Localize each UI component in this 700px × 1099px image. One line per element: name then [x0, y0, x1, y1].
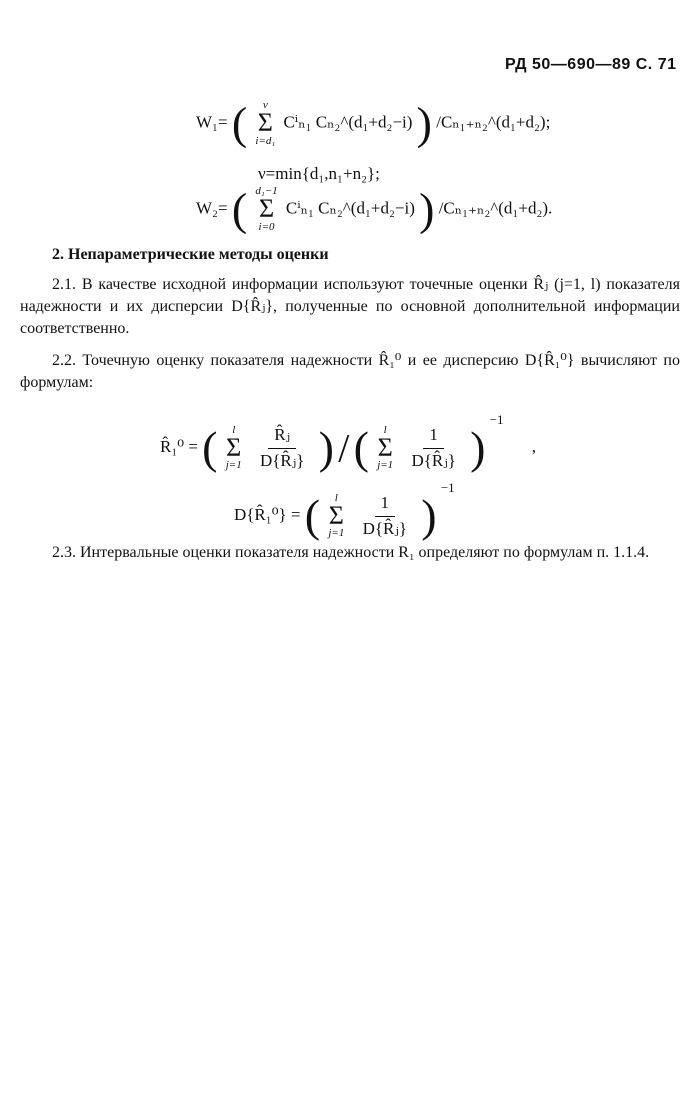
w2-rhs: /Cₙ₁₊ₙ₂^(d₁+d₂).	[438, 198, 553, 218]
paragraph-2-3-text: 2.3. Интервальные оценки показателя надежности R₁ определяют по формулам п. 1.1.4.	[52, 544, 650, 561]
right-paren: )	[470, 422, 486, 474]
r1-sum-left	[226, 425, 242, 472]
right-paren: )	[416, 97, 432, 149]
w1-sum-upper: ν	[262, 99, 268, 111]
sum-upper: l	[383, 423, 387, 436]
sum-lower: j=1	[377, 459, 394, 472]
paragraph-2-2	[20, 350, 680, 394]
left-paren: (	[231, 97, 248, 149]
r1-sum-right	[377, 425, 393, 472]
left-paren: (	[231, 183, 248, 235]
sum-lower: j=1	[225, 459, 242, 472]
formula-r1	[160, 412, 536, 472]
left-paren: (	[304, 490, 321, 542]
d-fraction	[357, 493, 413, 539]
w1-rhs: /Cₙ₁₊ₙ₂^(d₁+d₂);	[436, 112, 551, 132]
formula-comma: ,	[531, 437, 537, 456]
w1-sum	[255, 100, 275, 147]
page-header: РД 50—690—89 С. 71	[505, 56, 677, 73]
formula-w2	[196, 183, 553, 235]
sigma-icon: Σ	[257, 108, 273, 137]
left-paren: (	[202, 422, 218, 474]
paragraph-2-1-text: 2.1. В качестве исходной информации используют точечные оценки R̂ⱼ (j=1, l) показателя надежности и их дисперсии D{R̂ⱼ}, полученные по основной дополнительной информации соответственно.	[20, 276, 680, 337]
d-lhs: D{R̂₁⁰} =	[234, 505, 301, 524]
fraction-denominator: D{R̂ⱼ}	[411, 450, 456, 470]
w2-terms: Cⁱₙ₁ Cₙ₂^(d₁+d₂−i)	[285, 198, 415, 218]
division-slash: /	[338, 425, 350, 471]
fraction-numerator: R̂ⱼ	[268, 425, 296, 448]
w2-sum-lower: i=0	[258, 220, 275, 233]
r1-lhs: R̂₁⁰ =	[160, 437, 198, 456]
fraction-denominator: D{R̂ⱼ}	[362, 518, 408, 538]
exponent: −1	[440, 480, 455, 495]
sigma-icon: Σ	[377, 432, 393, 462]
r1-fraction-left	[254, 425, 310, 471]
right-paren: )	[419, 183, 435, 235]
right-paren: )	[318, 422, 334, 474]
formula-nu: ν=min{d₁,n₁+n₂};	[258, 164, 380, 183]
w2-sum-upper: d₁−1	[255, 185, 278, 197]
formula-w1	[196, 97, 551, 149]
fraction-numerator: 1	[423, 425, 444, 448]
sum-lower: j=1	[328, 527, 345, 540]
sigma-icon: Σ	[328, 500, 344, 530]
sum-upper: l	[334, 491, 338, 504]
section-title: 2. Непараметрические методы оценки	[52, 246, 329, 263]
paragraph-2-1	[20, 274, 680, 340]
w1-lhs: W₁=	[196, 112, 228, 132]
sigma-icon: Σ	[226, 432, 242, 462]
w2-sum	[255, 186, 277, 233]
w2-lhs: W₂=	[196, 198, 228, 218]
left-paren: (	[353, 422, 369, 474]
paragraph-2-3	[20, 542, 680, 564]
fraction-numerator: 1	[375, 493, 396, 516]
w1-sum-lower: i=d₁	[255, 134, 276, 147]
paragraph-2-2-text: 2.2. Точечную оценку показателя надежности R̂₁⁰ и ее дисперсию D{R̂₁⁰} вычисляют по формулам:	[20, 352, 680, 391]
r1-fraction-right	[405, 425, 461, 471]
d-sum	[328, 493, 344, 540]
formula-d	[234, 480, 455, 542]
right-paren: )	[421, 490, 437, 542]
sigma-icon: Σ	[258, 194, 275, 223]
fraction-denominator: D{R̂ⱼ}	[259, 450, 305, 470]
exponent: −1	[489, 412, 504, 427]
sum-upper: l	[232, 423, 236, 436]
w1-terms: Cⁱₙ₁ Cₙ₂^(d₁+d₂−i)	[283, 112, 413, 132]
